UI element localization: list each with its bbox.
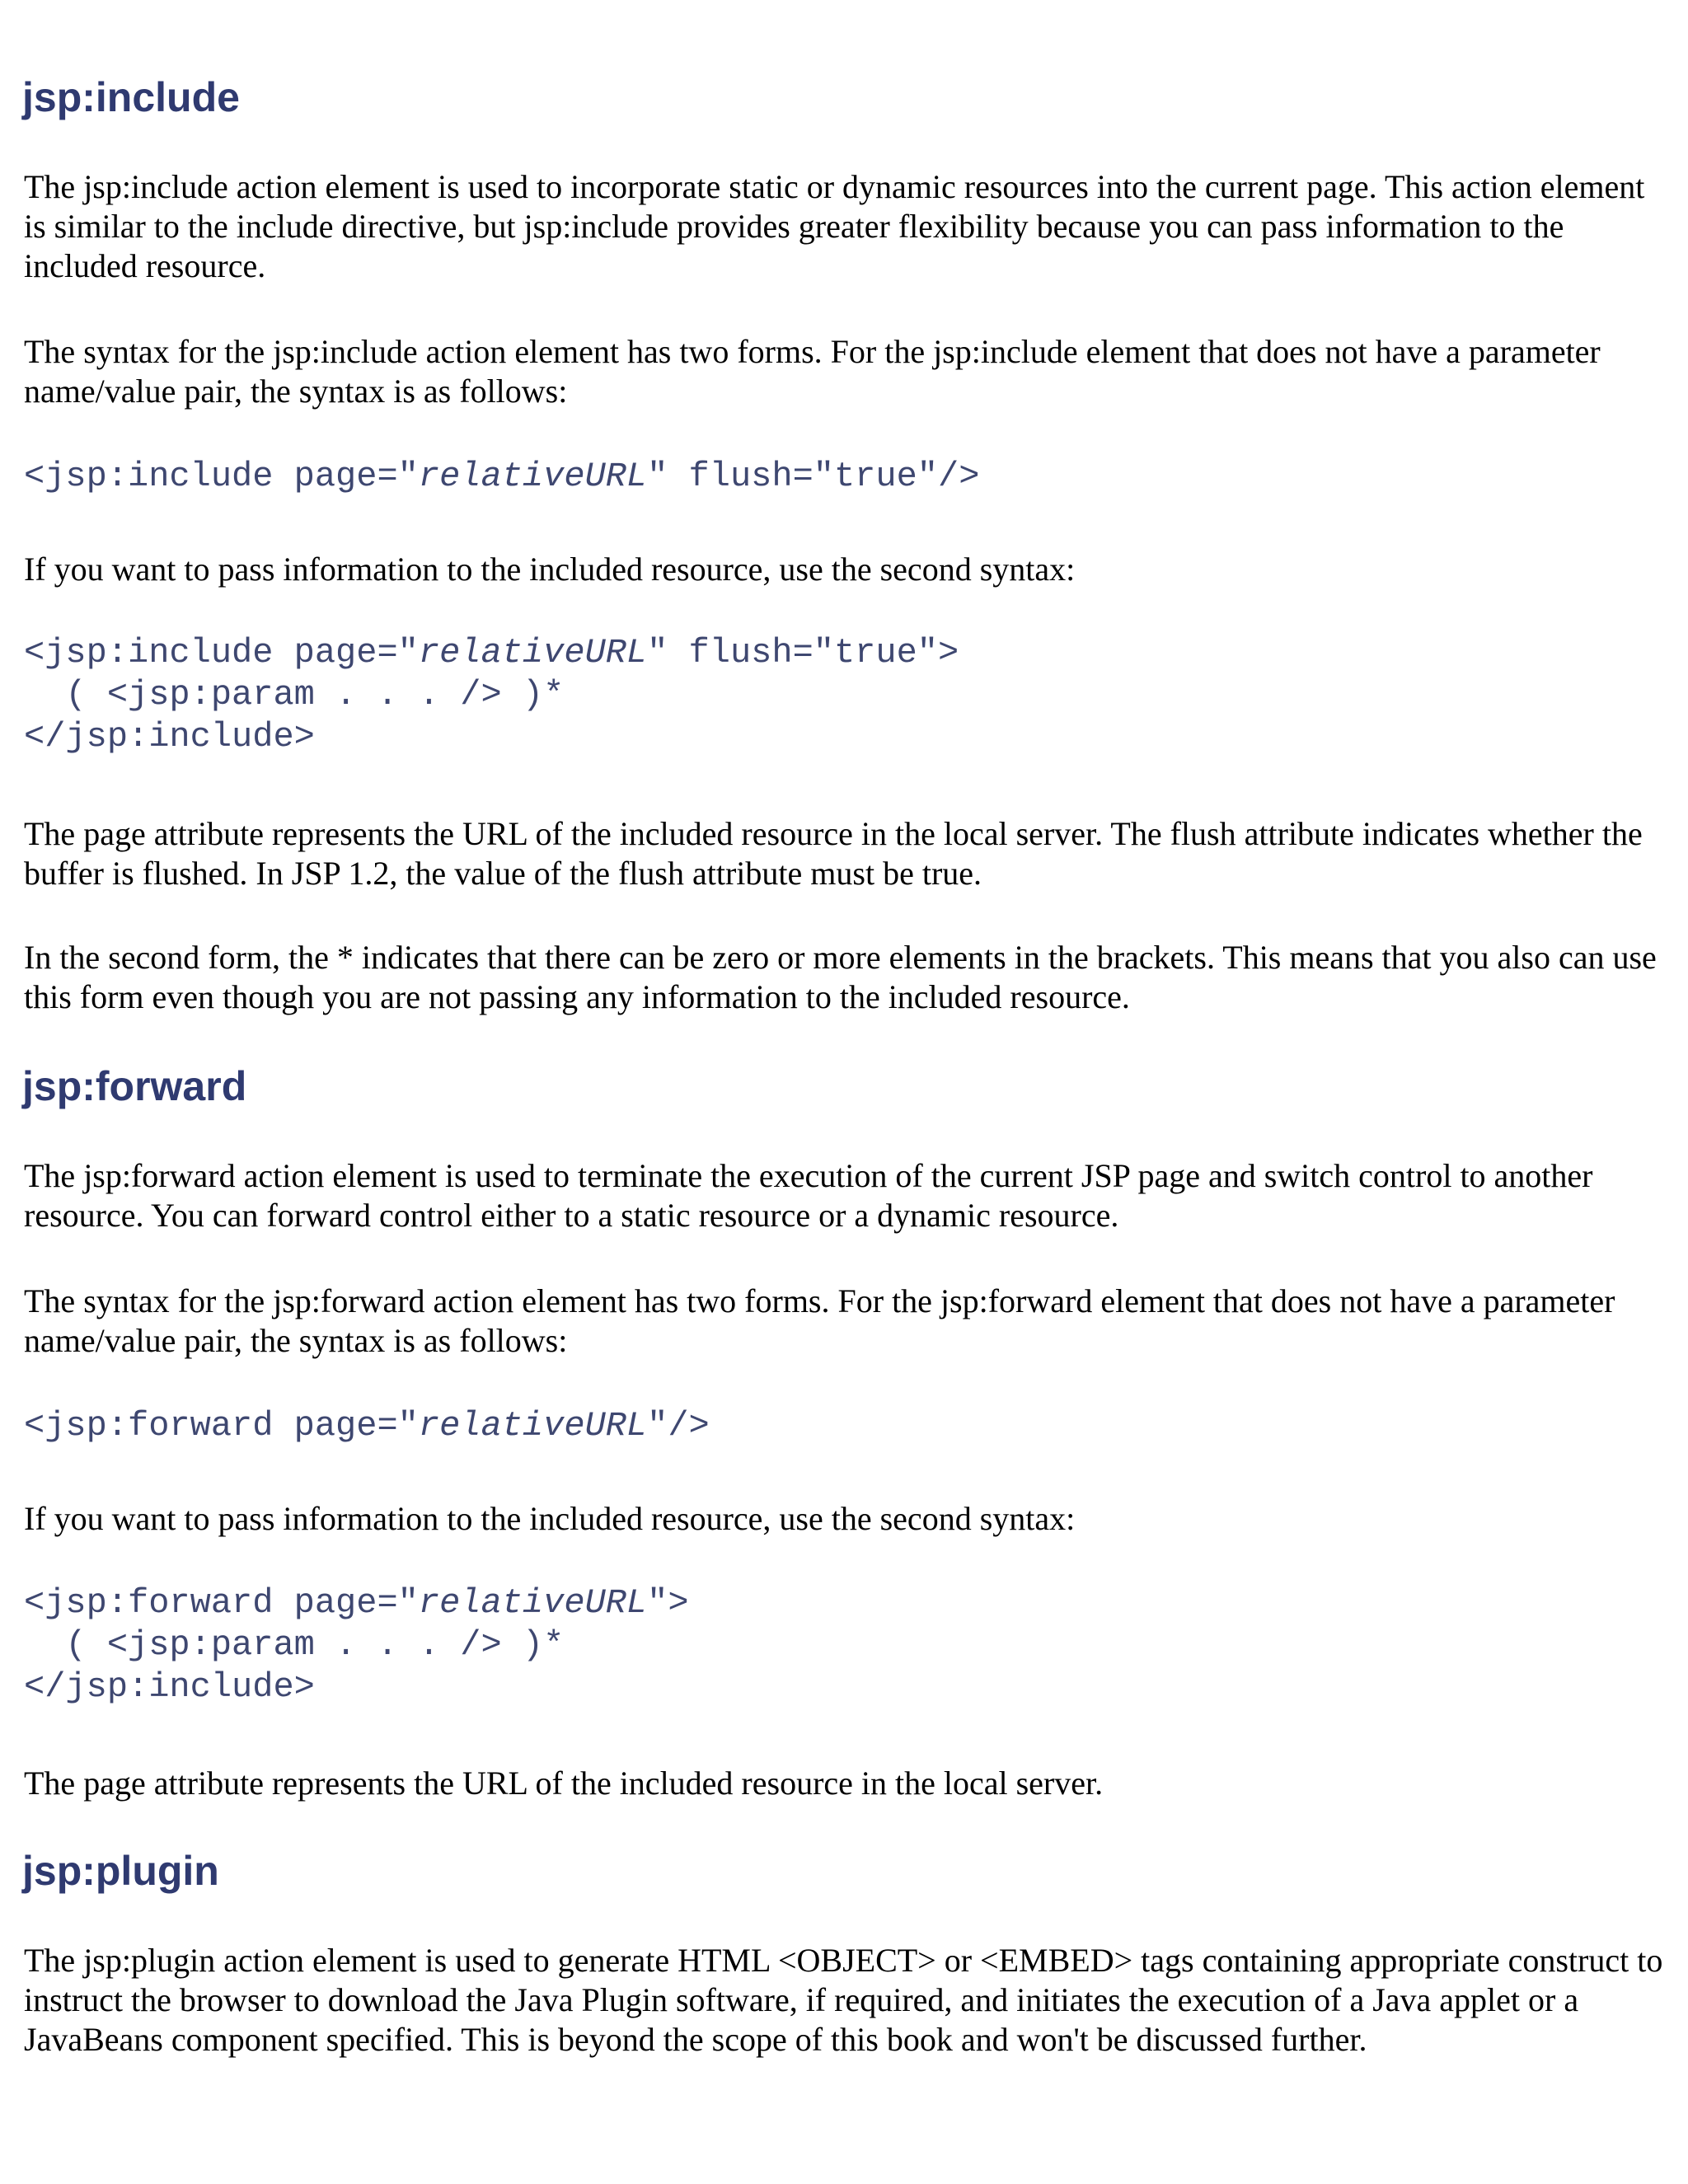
code-line: </jsp:include>	[24, 717, 315, 757]
code-line	[24, 632, 959, 674]
code-text: " flush="true">	[647, 633, 959, 673]
section-heading-jsp-plugin: jsp:plugin	[22, 1848, 219, 1894]
code-line: </jsp:include>	[24, 1667, 315, 1707]
code-text: " flush="true"/>	[647, 457, 980, 496]
code-text: ">	[647, 1583, 689, 1623]
forward-syntax-paragraph: The syntax for the jsp:forward action element has two forms. For the jsp:forward element that does not have a parameter name/value pair, the syntax is as follows:	[24, 1282, 1615, 1359]
code-text: <jsp:include page="	[24, 457, 419, 496]
include-page-attribute-paragraph: The page attribute represents the URL of the included resource in the local server. The flush attribute indicates whether the buffer is flushed. In JSP 1.2, the value of the flush attribute must be true.	[24, 815, 1643, 892]
code-text: "/>	[647, 1406, 710, 1446]
code-text: <jsp:forward page="	[24, 1583, 419, 1623]
section-heading-jsp-include: jsp:include	[22, 74, 240, 120]
code-line: ( <jsp:param . . . /> )*	[24, 675, 565, 715]
include-second-form-paragraph: In the second form, the * indicates that there can be zero or more elements in the brackets. This means that you also can use this form even though you are not passing any information to the included resource.	[24, 939, 1657, 1015]
code-variable: relativeURL	[418, 457, 648, 496]
include-second-syntax-paragraph: If you want to pass information to the included resource, use the second syntax:	[24, 551, 1076, 588]
code-text: <jsp:include page="	[24, 633, 419, 673]
include-syntax-paragraph: The syntax for the jsp:include action element has two forms. For the jsp:include element that does not have a parameter name/value pair, the syntax is as follows:	[24, 333, 1601, 410]
forward-second-syntax-paragraph: If you want to pass information to the included resource, use the second syntax:	[24, 1500, 1076, 1537]
code-variable: relativeURL	[418, 1583, 648, 1623]
forward-code-block-2	[24, 1582, 689, 1708]
include-code-block-1	[24, 456, 979, 498]
code-variable: relativeURL	[418, 1406, 648, 1446]
section-heading-jsp-forward: jsp:forward	[22, 1063, 247, 1109]
forward-page-attribute-paragraph: The page attribute represents the URL of the included resource in the local server.	[24, 1765, 1104, 1802]
plugin-intro-paragraph: The jsp:plugin action element is used to generate HTML <OBJECT> or <EMBED> tags containing appropriate construct to instruct the browser to download the Java Plugin software, if required, and initiates the execution of a Java applet or a JavaBeans component specified. This is beyond the scope of this book and won't be discussed further.	[24, 1942, 1663, 2058]
include-code-block-2	[24, 632, 959, 758]
code-line	[24, 1582, 689, 1624]
forward-intro-paragraph: The jsp:forward action element is used to terminate the execution of the current JSP page and switch control to another resource. You can forward control either to a static resource or a dynamic resource.	[24, 1157, 1593, 1234]
include-intro-paragraph: The jsp:include action element is used to incorporate static or dynamic resources into the current page. This action element is similar to the include directive, but jsp:include provides greater flexibility because you can pass information to the included resource.	[24, 168, 1645, 284]
code-text: <jsp:forward page="	[24, 1406, 419, 1446]
forward-code-block-1	[24, 1405, 710, 1447]
code-line: ( <jsp:param . . . /> )*	[24, 1625, 565, 1665]
code-variable: relativeURL	[418, 633, 648, 673]
